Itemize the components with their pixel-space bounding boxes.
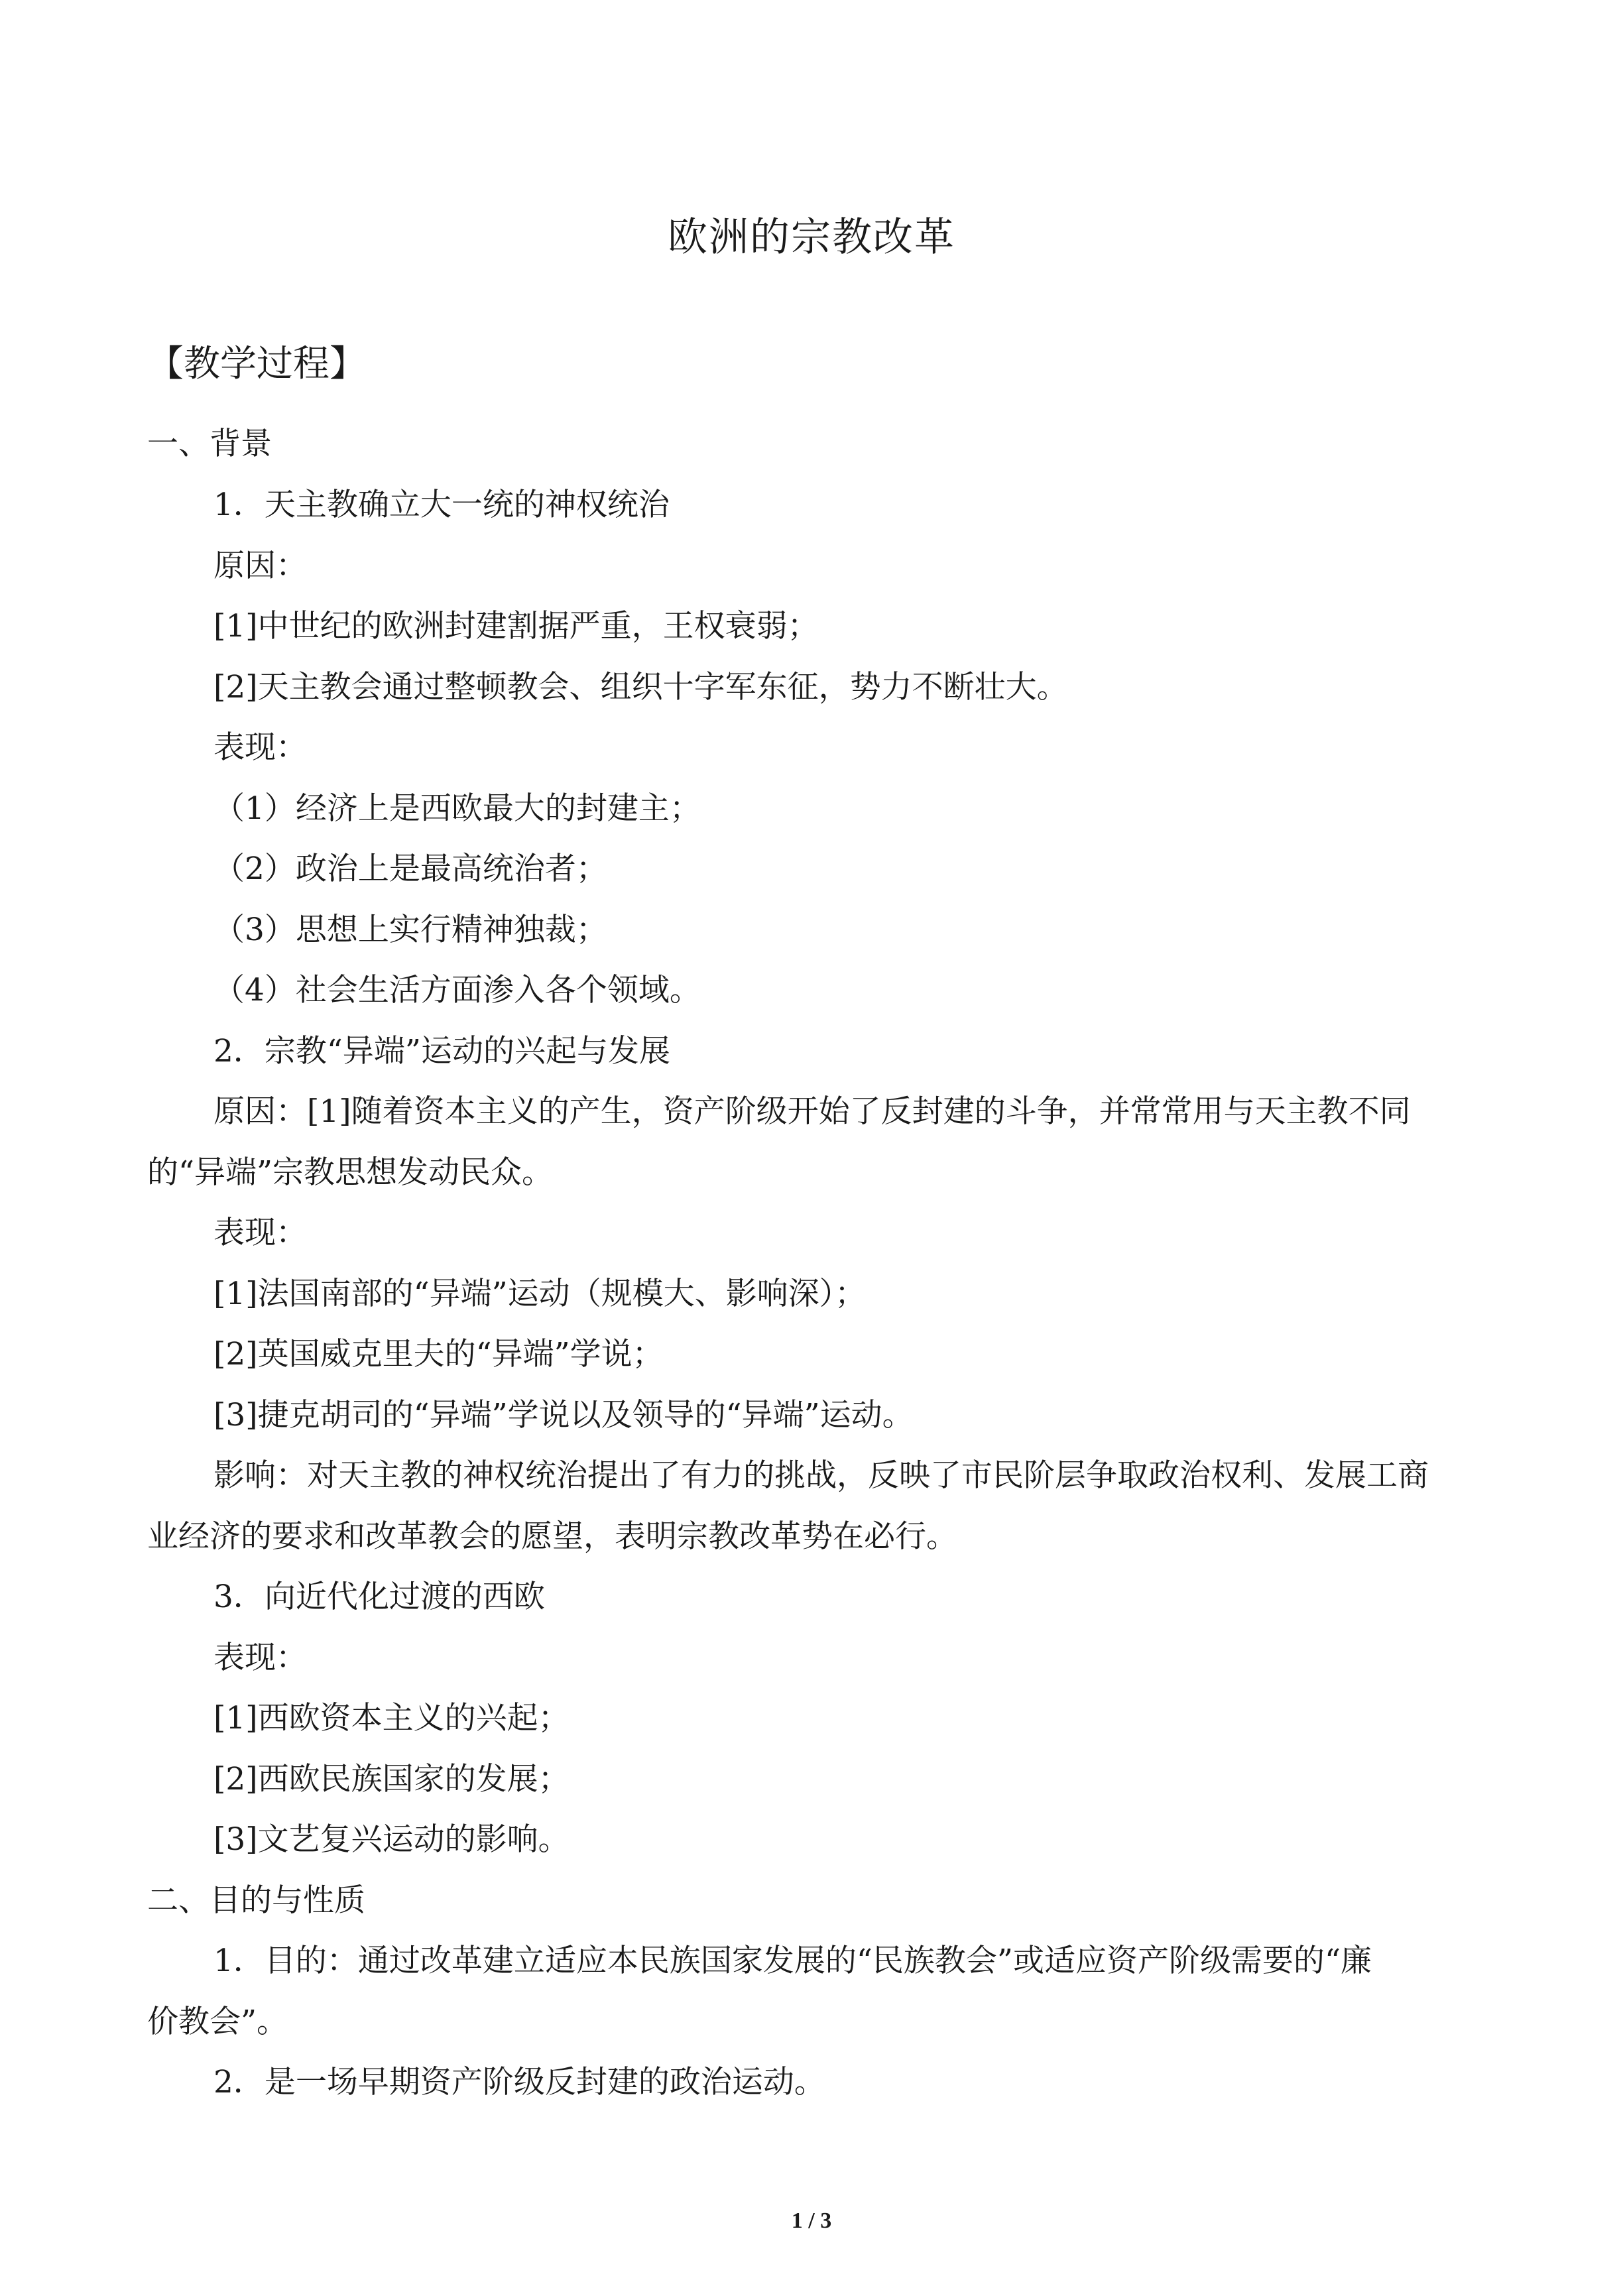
paragraph-line: 1．目的：通过改革建立适应本民族国家发展的“民族教会”或适应资产阶级需要的“廉 <box>213 1943 1372 1979</box>
label-manifestation: 表现： <box>213 1215 307 1251</box>
paragraph-line: 2．是一场早期资产阶级反封建的政治运动。 <box>213 2064 825 2100</box>
list-item: [2]天主教会通过整顿教会、组织十字军东征，势力不断壮大。 <box>213 669 1068 705</box>
paragraph-line: 业经济的要求和改革教会的愿望，表明宗教改革势在必行。 <box>147 1518 957 1555</box>
section-heading-teaching-process: 【教学过程】 <box>147 342 367 385</box>
list-item: [3]捷克胡司的“异端”学说以及领导的“异端”运动。 <box>213 1397 914 1433</box>
list-item: [1]中世纪的欧洲封建割据严重，王权衰弱； <box>213 608 819 644</box>
paragraph-line: 的“异端”宗教思想发动民众。 <box>147 1154 554 1191</box>
subheading-western-europe: 3．向近代化过渡的西欧 <box>213 1579 545 1615</box>
list-item: （3）思想上实行精神独裁； <box>213 912 607 948</box>
heading-background: 一、背景 <box>147 426 272 462</box>
subheading-catholic-rule: 1．天主教确立大一统的神权统治 <box>213 487 670 523</box>
list-item: （1）经济上是西欧最大的封建主； <box>213 790 701 827</box>
label-cause: 原因： <box>213 548 307 584</box>
list-item: [2]英国威克里夫的“异端”学说； <box>213 1336 664 1372</box>
heading-purpose-nature: 二、目的与性质 <box>147 1882 365 1919</box>
subheading-heresy-movement: 2．宗教“异端”运动的兴起与发展 <box>213 1033 670 1069</box>
paragraph-line: 价教会”。 <box>147 2004 288 2040</box>
list-item: [2]西欧民族国家的发展； <box>213 1761 570 1797</box>
list-item: （2）政治上是最高统治者； <box>213 851 607 887</box>
paragraph-line: 影响：对天主教的神权统治提出了有力的挑战，反映了市民阶层争取政治权利、发展工商 <box>213 1457 1429 1494</box>
page-title: 欧洲的宗教改革 <box>668 214 955 261</box>
paragraph-line: 原因：[1]随着资本主义的产生，资产阶级开始了反封建的斗争，并常常用与天主教不同 <box>213 1093 1411 1130</box>
list-item: [1]法国南部的“异端”运动（规模大、影响深）； <box>213 1276 867 1312</box>
page-number: 1 / 3 <box>791 2208 832 2233</box>
label-manifestation: 表现： <box>213 1640 307 1676</box>
list-item: [3]文艺复兴运动的影响。 <box>213 1821 570 1858</box>
label-manifestation: 表现： <box>213 729 307 766</box>
list-item: （4）社会生活方面渗入各个领域。 <box>213 972 701 1008</box>
list-item: [1]西欧资本主义的兴起； <box>213 1700 570 1736</box>
